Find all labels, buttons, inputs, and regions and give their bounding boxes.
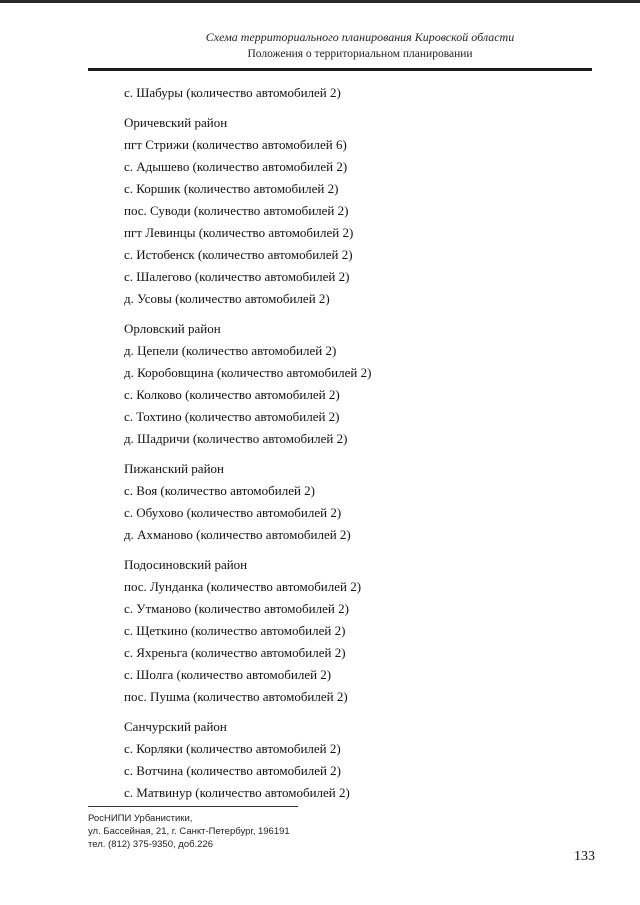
header-divider	[88, 68, 592, 71]
list-entry: с. Корляки (количество автомобилей 2)	[124, 741, 341, 756]
document-body	[124, 82, 594, 804]
list-entry: с. Тохтино (количество автомобилей 2)	[124, 409, 340, 424]
list-entry: с. Яхреньга (количество автомобилей 2)	[124, 645, 346, 660]
list-entry: с. Адышево (количество автомобилей 2)	[124, 159, 348, 174]
list-entry: с. Вотчина (количество автомобилей 2)	[124, 763, 342, 778]
list-entry: д. Усовы (количество автомобилей 2)	[124, 291, 330, 306]
list-entry: д. Коробовщина (количество автомобилей 2)	[124, 365, 372, 380]
list-entry: пос. Суводи (количество автомобилей 2)	[124, 203, 349, 218]
district-group	[124, 318, 594, 450]
list-entry: с. Щеткино (количество автомобилей 2)	[124, 623, 346, 638]
list-entry: с. Шолга (количество автомобилей 2)	[124, 667, 332, 682]
list-entry: с. Матвинур (количество автомобилей 2)	[124, 785, 350, 800]
footer-org: РосНИПИ Урбанистики,	[88, 813, 193, 824]
list-entry: с. Колково (количество автомобилей 2)	[124, 387, 340, 402]
district-group	[124, 458, 594, 546]
list-entry: с. Коршик (количество автомобилей 2)	[124, 181, 339, 196]
page-number: 133	[574, 849, 595, 864]
header-title: Схема территориального планирования Кировской области	[205, 30, 515, 44]
list-entry: с. Истобенск (количество автомобилей 2)	[124, 247, 353, 262]
header-subtitle: Положения о территориальном планировании	[247, 48, 473, 60]
district-group	[124, 554, 594, 708]
district-heading: Подосиновский район	[124, 557, 248, 572]
list-entry: пос. Лунданка (количество автомобилей 2)	[124, 579, 362, 594]
footer-divider	[88, 806, 298, 807]
list-entry: с. Шалегово (количество автомобилей 2)	[124, 269, 350, 284]
top-border-line	[0, 0, 640, 3]
list-entry: с. Обухово (количество автомобилей 2)	[124, 505, 342, 520]
list-entry: пгт Левинцы (количество автомобилей 2)	[124, 225, 354, 240]
list-entry: с. Шабуры (количество автомобилей 2)	[124, 85, 341, 100]
list-entry: с. Воя (количество автомобилей 2)	[124, 483, 316, 498]
list-entry: д. Ахманово (количество автомобилей 2)	[124, 527, 351, 542]
district-heading: Орловский район	[124, 321, 221, 336]
list-entry: д. Шадричи (количество автомобилей 2)	[124, 431, 348, 446]
list-entry: пос. Пушма (количество автомобилей 2)	[124, 689, 348, 704]
list-entry: с. Утманово (количество автомобилей 2)	[124, 601, 349, 616]
footer-phone: тел. (812) 375-9350, доб.226	[88, 839, 214, 850]
district-heading: Санчурский район	[124, 719, 227, 734]
district-heading: Оричевский район	[124, 115, 228, 130]
district-group	[124, 112, 594, 310]
list-entry: пгт Стрижи (количество автомобилей 6)	[124, 137, 347, 152]
district-groups	[124, 112, 594, 804]
district-group	[124, 716, 594, 804]
page-footer	[88, 812, 290, 851]
list-entry: д. Цепели (количество автомобилей 2)	[124, 343, 337, 358]
footer-address: ул. Бассейная, 21, г. Санкт-Петербург, 196191	[88, 826, 290, 837]
district-heading: Пижанский район	[124, 461, 224, 476]
